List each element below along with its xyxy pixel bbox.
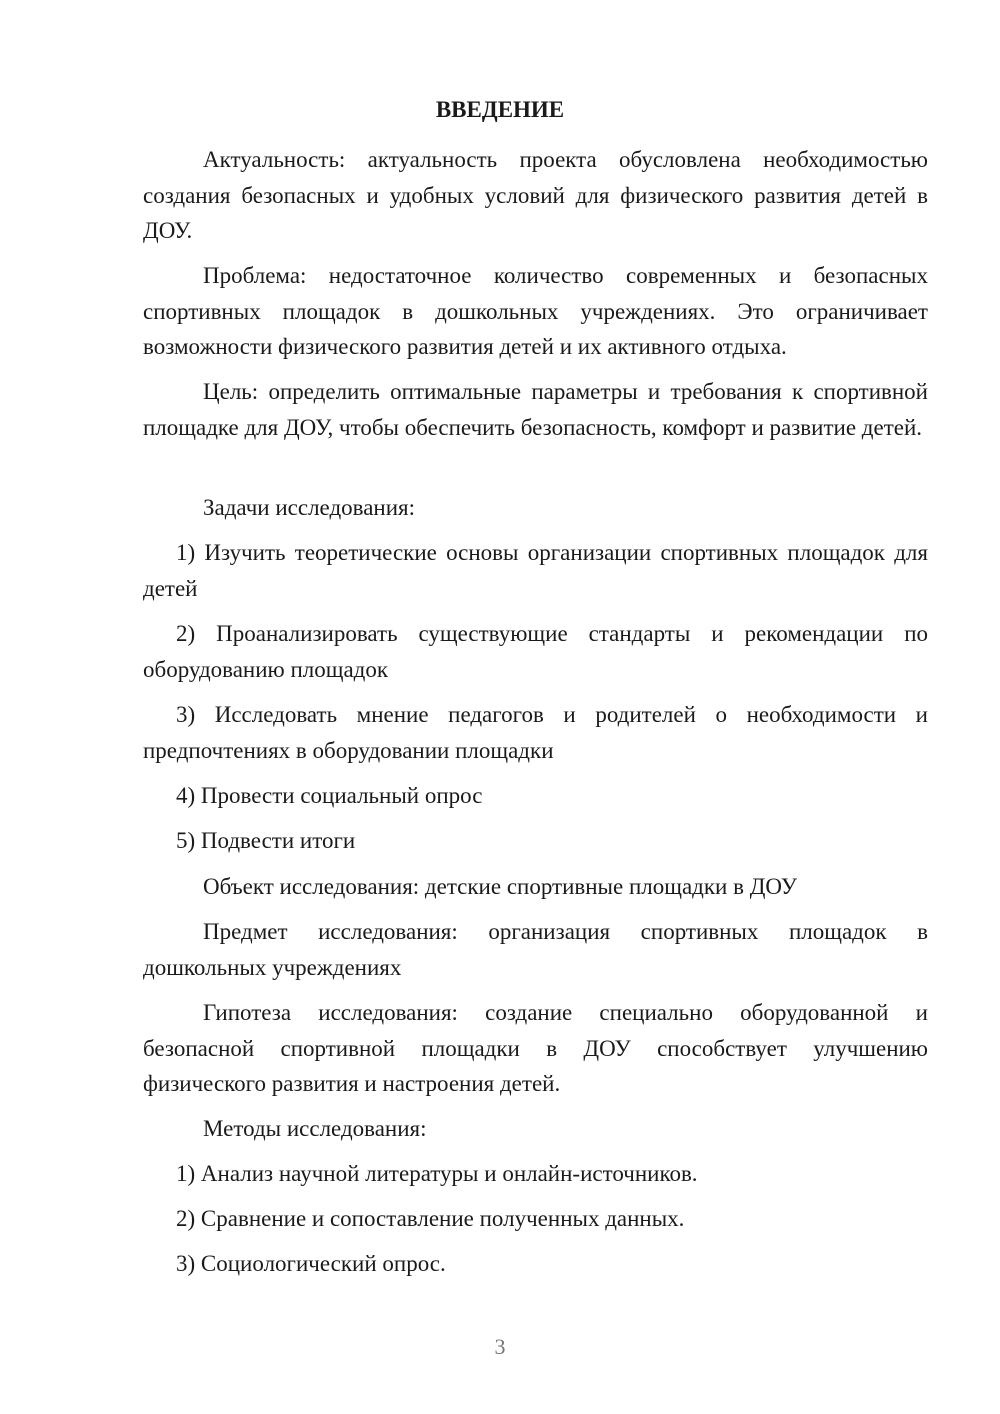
goal-paragraph: Цель: определить оптимальные параметры и требования к спортивной площадке для ДОУ, чтобы обеспечить безопасность, комфорт и развитие детей.	[143, 379, 928, 440]
task-item: 4) Провести социальный опрос	[176, 783, 483, 808]
subject-paragraph: Предмет исследования: организация спортивных площадок в дошкольных учреждениях	[143, 919, 928, 980]
hypothesis-paragraph: Гипотеза исследования: создание специально оборудованной и безопасной спортивной площадки в ДОУ способствует улучшению физического развития и настроения детей.	[143, 1000, 928, 1096]
tasks-heading: Задачи исследования:	[203, 495, 416, 520]
method-item: 2) Сравнение и сопоставление полученных данных.	[176, 1206, 685, 1231]
object-paragraph: Объект исследования: детские спортивные площадки в ДОУ	[203, 874, 798, 899]
relevance-paragraph: Актуальность: актуальность проекта обусловлена необходимостью создания безопасных и удобных условий для физического развития детей в ДОУ.	[143, 147, 928, 243]
task-item: 2) Проанализировать существующие стандарты и рекомендации по оборудованию площадок	[143, 621, 928, 682]
method-item: 3) Социологический опрос.	[176, 1251, 446, 1276]
problem-paragraph: Проблема: недостаточное количество современных и безопасных спортивных площадок в дошкольных учреждениях. Это ограничивает возможности физического развития детей и их активного отдыха.	[143, 263, 928, 359]
task-item: 5) Подвести итоги	[176, 828, 356, 853]
method-item: 1) Анализ научной литературы и онлайн-источников.	[176, 1161, 698, 1186]
page-number: 3	[494, 1334, 506, 1359]
task-item: 1) Изучить теоретические основы организации спортивных площадок для детей	[143, 540, 928, 601]
methods-heading: Методы исследования:	[203, 1116, 427, 1141]
task-item: 3) Исследовать мнение педагогов и родителей о необходимости и предпочтениях в оборудовании площадки	[143, 702, 928, 763]
page-title: ВВЕДЕНИЕ	[435, 97, 565, 122]
